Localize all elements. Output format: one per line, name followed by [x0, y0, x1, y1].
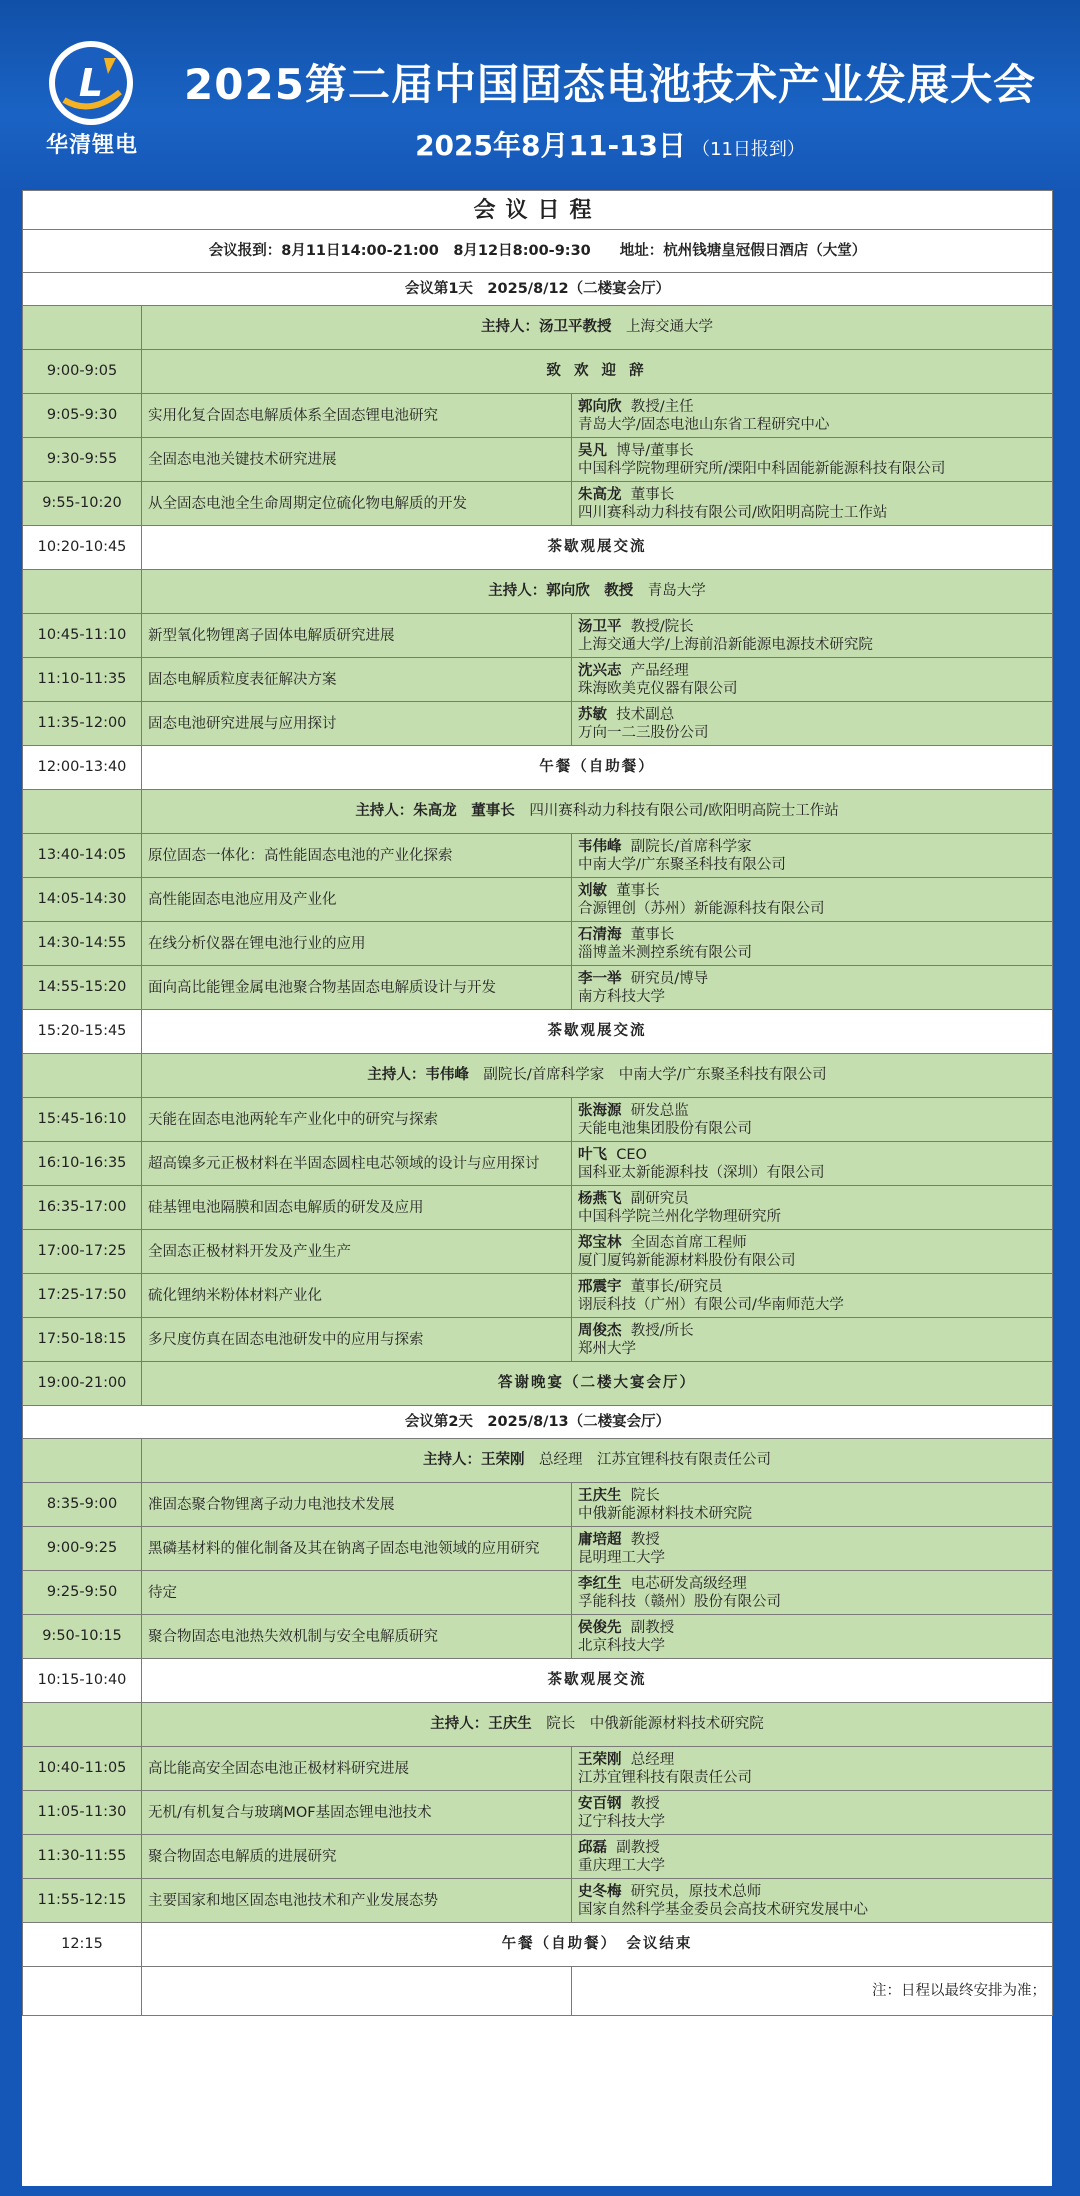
- speaker-name: 李红生: [578, 1575, 622, 1592]
- session-row: [23, 1230, 1053, 1274]
- host-org: 总经理 江苏宜锂科技有限责任公司: [539, 1452, 771, 1468]
- topic-cell: 待定: [142, 1571, 572, 1615]
- speaker-name: 庸培超: [578, 1531, 622, 1548]
- topic-cell: 聚合物固态电解质的进展研究: [142, 1835, 572, 1879]
- topic-cell: 固态电池研究进展与应用探讨: [142, 702, 572, 746]
- speaker-org: 江苏宜锂科技有限责任公司: [578, 1769, 752, 1786]
- speaker-cell: [572, 438, 1053, 482]
- speaker-org: 中俄新能源材料技术研究院: [578, 1505, 752, 1522]
- speaker-role: 教授/院长: [630, 618, 694, 635]
- speaker-name: 侯俊先: [578, 1619, 622, 1636]
- time-cell: 8:35-9:00: [23, 1483, 142, 1527]
- speaker-cell: [572, 702, 1053, 746]
- speaker-role: 董事长: [630, 926, 675, 943]
- agenda-title: 会议日程: [23, 191, 1053, 230]
- speaker-name: 叶飞: [578, 1146, 607, 1163]
- day1-label: 会议第1天 2025/8/12（二楼宴会厅）: [23, 273, 1053, 306]
- logo-text: 华清锂电: [45, 133, 138, 158]
- host-name: 主持人：王庆生: [430, 1716, 532, 1732]
- speaker-cell: [572, 1142, 1053, 1186]
- time-cell: 17:50-18:15: [23, 1318, 142, 1362]
- topic-cell: 聚合物固态电池热失效机制与安全电解质研究: [142, 1615, 572, 1659]
- speaker-role: 研究员，原技术总师: [630, 1883, 762, 1900]
- speaker-org: 中国科学院物理研究所/溧阳中科固能新能源科技有限公司: [578, 460, 946, 477]
- speaker-name: 郑宝林: [578, 1234, 622, 1251]
- topic-cell: 超高镍多元正极材料在半固态圆柱电芯领域的设计与应用探讨: [142, 1142, 572, 1186]
- topic-cell: 原位固态一体化：高性能固态电池的产业化探索: [142, 834, 572, 878]
- speaker-org: 孚能科技（赣州）股份有限公司: [578, 1593, 781, 1610]
- time-cell: 9:05-9:30: [23, 394, 142, 438]
- time-cell: 19:00-21:00: [23, 1362, 142, 1406]
- speaker-role: 教授/所长: [630, 1322, 694, 1339]
- speaker-cell: [572, 1615, 1053, 1659]
- time-cell: 9:55-10:20: [23, 482, 142, 526]
- time-cell: 16:10-16:35: [23, 1142, 142, 1186]
- time-cell: 9:00-9:25: [23, 1527, 142, 1571]
- time-cell: 14:55-15:20: [23, 966, 142, 1010]
- time-cell: 10:20-10:45: [23, 526, 142, 570]
- speaker-cell: [572, 878, 1053, 922]
- speaker-name: 郭向欣: [578, 398, 622, 415]
- time-cell: 13:40-14:05: [23, 834, 142, 878]
- svg-text:L: L: [78, 61, 104, 105]
- speaker-cell: [572, 614, 1053, 658]
- speaker-cell: [572, 1098, 1053, 1142]
- break-title: 茶歇观展交流: [142, 1659, 1053, 1703]
- agenda-table: [22, 190, 1053, 2016]
- session-row: [23, 966, 1053, 1010]
- topic-cell: 高性能固态电池应用及产业化: [142, 878, 572, 922]
- speaker-role: 副研究员: [630, 1190, 689, 1207]
- time-cell: 11:05-11:30: [23, 1791, 142, 1835]
- topic-cell: 在线分析仪器在锂电池行业的应用: [142, 922, 572, 966]
- speaker-name: 史冬梅: [578, 1883, 622, 1900]
- topic-cell: 新型氧化物锂离子固体电解质研究进展: [142, 614, 572, 658]
- speaker-cell: [572, 1527, 1053, 1571]
- time-cell: 10:15-10:40: [23, 1659, 142, 1703]
- topic-cell: 准固态聚合物锂离子动力电池技术发展: [142, 1483, 572, 1527]
- speaker-role: 教授/主任: [630, 398, 694, 415]
- time-cell: 11:10-11:35: [23, 658, 142, 702]
- speaker-name: 杨燕飞: [578, 1190, 622, 1207]
- speaker-org: 青岛大学/固态电池山东省工程研究中心: [578, 416, 830, 433]
- speaker-org: 万向一二三股份公司: [578, 724, 709, 741]
- topic-cell: 从全固态电池全生命周期定位硫化物电解质的开发: [142, 482, 572, 526]
- host-org: 上海交通大学: [626, 319, 713, 335]
- speaker-role: 副教授: [616, 1839, 660, 1856]
- speaker-role: 电芯研发高级经理: [630, 1575, 747, 1592]
- date-text: 2025年8月11-13日: [415, 129, 687, 162]
- session-row: [23, 614, 1053, 658]
- host-org: 四川赛科动力科技有限公司/欧阳明高院士工作站: [529, 803, 839, 819]
- session-row: [23, 1571, 1053, 1615]
- session-row: [23, 834, 1053, 878]
- host-row: [23, 570, 1053, 614]
- huaqing-logo-icon: [46, 38, 136, 128]
- session-row: [23, 394, 1053, 438]
- speaker-org: 天能电池集团股份有限公司: [578, 1120, 752, 1137]
- speaker-cell: [572, 1318, 1053, 1362]
- speaker-name: 邱磊: [578, 1839, 607, 1856]
- time-cell: 16:35-17:00: [23, 1186, 142, 1230]
- speaker-name: 沈兴志: [578, 662, 622, 679]
- time-cell: 15:45-16:10: [23, 1098, 142, 1142]
- host-row: [23, 1703, 1053, 1747]
- host-name: 主持人：朱高龙 董事长: [355, 803, 515, 819]
- speaker-org: 昆明理工大学: [578, 1549, 665, 1566]
- conference-title: 2025第二届中国固态电池技术产业发展大会: [184, 60, 1036, 109]
- time-cell: 17:00-17:25: [23, 1230, 142, 1274]
- topic-cell: 全固态电池关键技术研究进展: [142, 438, 572, 482]
- speaker-cell: [572, 1186, 1053, 1230]
- speaker-name: 苏敏: [578, 706, 607, 723]
- host-org: 院长 中俄新能源材料技术研究院: [546, 1716, 764, 1732]
- session-row: [23, 438, 1053, 482]
- topic-cell: 面向高比能锂金属电池聚合物基固态电解质设计与开发: [142, 966, 572, 1010]
- speaker-role: 全固态首席工程师: [630, 1234, 747, 1251]
- speaker-cell: [572, 966, 1053, 1010]
- time-cell: 11:35-12:00: [23, 702, 142, 746]
- time-cell: 10:40-11:05: [23, 1747, 142, 1791]
- speaker-cell: [572, 1483, 1053, 1527]
- speaker-org: 国家自然科学基金委员会高技术研究发展中心: [578, 1901, 868, 1918]
- date-note: （11日报到）: [692, 139, 805, 160]
- time-cell: 9:30-9:55: [23, 438, 142, 482]
- speaker-org: 淄博盖米测控系统有限公司: [578, 944, 752, 961]
- speaker-org: 珠海欧美克仪器有限公司: [578, 680, 738, 697]
- speaker-cell: [572, 394, 1053, 438]
- time-cell: 14:30-14:55: [23, 922, 142, 966]
- topic-cell: 硫化锂纳米粉体材料产业化: [142, 1274, 572, 1318]
- speaker-role: 研发总监: [630, 1102, 689, 1119]
- agenda-sheet: [22, 190, 1052, 2186]
- session-row: [23, 1483, 1053, 1527]
- time-cell: 15:20-15:45: [23, 1010, 142, 1054]
- session-row: [23, 1318, 1053, 1362]
- topic-cell: 高比能高安全固态电池正极材料研究进展: [142, 1747, 572, 1791]
- speaker-name: 汤卫平: [578, 618, 622, 635]
- day2-label: 会议第2天 2025/8/13（二楼宴会厅）: [23, 1406, 1053, 1439]
- host-org: 青岛大学: [647, 583, 706, 599]
- dinner-title: 答谢晚宴（二楼大宴会厅）: [142, 1362, 1053, 1406]
- time-cell: 9:50-10:15: [23, 1615, 142, 1659]
- speaker-name: 周俊杰: [578, 1322, 622, 1339]
- speaker-role: 董事长: [616, 882, 660, 899]
- topic-cell: 固态电解质粒度表征解决方案: [142, 658, 572, 702]
- closing-row: [23, 1923, 1053, 1967]
- host-name: 主持人：汤卫平教授: [481, 319, 612, 335]
- time-cell: 11:30-11:55: [23, 1835, 142, 1879]
- speaker-cell: [572, 1230, 1053, 1274]
- host-row: [23, 790, 1053, 834]
- speaker-role: 副教授: [630, 1619, 675, 1636]
- topic-cell: 黑磷基材料的催化制备及其在钠离子固态电池领域的应用研究: [142, 1527, 572, 1571]
- host-row: [23, 1054, 1053, 1098]
- session-row: [23, 878, 1053, 922]
- speaker-org: 厦门厦钨新能源材料股份有限公司: [578, 1252, 796, 1269]
- header-banner: [0, 0, 1080, 190]
- session-row: [23, 922, 1053, 966]
- session-row: [23, 1791, 1053, 1835]
- topic-cell: 硅基锂电池隔膜和固态电解质的研发及应用: [142, 1186, 572, 1230]
- closing-title: 午餐（自助餐） 会议结束: [142, 1923, 1053, 1967]
- speaker-role: 技术副总: [616, 706, 675, 723]
- speaker-cell: [572, 1791, 1053, 1835]
- speaker-name: 邢震宇: [578, 1278, 622, 1295]
- speaker-org: 南方科技大学: [578, 988, 665, 1005]
- speaker-org: 北京科技大学: [578, 1637, 665, 1654]
- speaker-name: 安百钢: [578, 1795, 622, 1812]
- session-row: [23, 658, 1053, 702]
- speaker-role: CEO: [616, 1146, 647, 1163]
- session-row: [23, 702, 1053, 746]
- time-cell: 11:55-12:15: [23, 1879, 142, 1923]
- speaker-cell: [572, 1571, 1053, 1615]
- speaker-role: 研究员/博导: [630, 970, 709, 987]
- session-row: [23, 1186, 1053, 1230]
- checkin-info: 会议报到：8月11日14:00-21:00 8月12日8:00-9:30 地址：杭州钱塘皇冠假日酒店（大堂）: [23, 230, 1053, 273]
- host-row: [23, 1439, 1053, 1483]
- dinner-row: [23, 1362, 1053, 1406]
- note-row: [23, 1967, 1053, 2016]
- speaker-cell: [572, 922, 1053, 966]
- speaker-role: 教授: [630, 1531, 660, 1548]
- speaker-cell: [572, 834, 1053, 878]
- speaker-org: 郑州大学: [578, 1340, 636, 1357]
- session-row: [23, 482, 1053, 526]
- speaker-role: 董事长/研究员: [630, 1278, 723, 1295]
- topic-cell: 全固态正极材料开发及产业生产: [142, 1230, 572, 1274]
- host-org: 副院长/首席科学家 中南大学/广东聚圣科技有限公司: [483, 1067, 827, 1083]
- speaker-cell: [572, 1747, 1053, 1791]
- speaker-cell: [572, 1274, 1053, 1318]
- speaker-org: 国科亚太新能源科技（深圳）有限公司: [578, 1164, 825, 1181]
- speaker-name: 韦伟峰: [578, 838, 622, 855]
- break-row: [23, 526, 1053, 570]
- break-title: 茶歇观展交流: [142, 1010, 1053, 1054]
- speaker-org: 上海交通大学/上海前沿新能源电源技术研究院: [578, 636, 873, 653]
- speaker-role: 董事长: [630, 486, 675, 503]
- speaker-name: 石清海: [578, 926, 622, 943]
- welcome-row: [23, 350, 1053, 394]
- session-row: [23, 1527, 1053, 1571]
- speaker-org: 中国科学院兰州化学物理研究所: [578, 1208, 781, 1225]
- speaker-cell: [572, 658, 1053, 702]
- speaker-cell: [572, 1879, 1053, 1923]
- speaker-role: 总经理: [630, 1751, 675, 1768]
- lunch-title: 午餐（自助餐）: [142, 746, 1053, 790]
- speaker-role: 副院长/首席科学家: [630, 838, 752, 855]
- session-row: [23, 1098, 1053, 1142]
- speaker-role: 教授: [630, 1795, 660, 1812]
- topic-cell: 多尺度仿真在固态电池研发中的应用与探索: [142, 1318, 572, 1362]
- speaker-role: 博导/董事长: [616, 442, 694, 459]
- break-row: [23, 1010, 1053, 1054]
- lunch-row: [23, 746, 1053, 790]
- break-title: 茶歇观展交流: [142, 526, 1053, 570]
- time-cell: 12:15: [23, 1923, 142, 1967]
- speaker-org: 四川赛科动力科技有限公司/欧阳明高院士工作站: [578, 504, 888, 521]
- time-cell: 14:05-14:30: [23, 878, 142, 922]
- session-row: [23, 1835, 1053, 1879]
- topic-cell: 主要国家和地区固态电池技术和产业发展态势: [142, 1879, 572, 1923]
- host-name: 主持人：郭向欣 教授: [488, 583, 634, 599]
- host-name: 主持人：韦伟峰: [367, 1067, 469, 1083]
- speaker-org: 重庆理工大学: [578, 1857, 665, 1874]
- speaker-name: 王荣刚: [578, 1751, 622, 1768]
- speaker-role: 院长: [630, 1487, 660, 1504]
- topic-cell: 天能在固态电池两轮车产业化中的研究与探索: [142, 1098, 572, 1142]
- break-row: [23, 1659, 1053, 1703]
- speaker-name: 王庆生: [578, 1487, 622, 1504]
- session-row: [23, 1615, 1053, 1659]
- speaker-cell: [572, 482, 1053, 526]
- speaker-org: 辽宁科技大学: [578, 1813, 665, 1830]
- topic-cell: 实用化复合固态电解质体系全固态锂电池研究: [142, 394, 572, 438]
- speaker-org: 诩辰科技（广州）有限公司/华南师范大学: [578, 1296, 844, 1313]
- speaker-name: 张海源: [578, 1102, 622, 1119]
- time-cell: 12:00-13:40: [23, 746, 142, 790]
- speaker-name: 朱高龙: [578, 486, 622, 503]
- speaker-name: 吴凡: [578, 442, 607, 459]
- speaker-org: 中南大学/广东聚圣科技有限公司: [578, 856, 786, 873]
- host-name: 主持人：王荣刚: [423, 1452, 525, 1468]
- time-cell: 9:25-9:50: [23, 1571, 142, 1615]
- session-row: [23, 1747, 1053, 1791]
- welcome-title: 致 欢 迎 辞: [142, 350, 1053, 394]
- session-row: [23, 1879, 1053, 1923]
- speaker-name: 刘敏: [578, 882, 607, 899]
- time-cell: 10:45-11:10: [23, 614, 142, 658]
- schedule-note: 注：日程以最终安排为准；: [572, 1967, 1053, 2016]
- time-cell: 17:25-17:50: [23, 1274, 142, 1318]
- host-row: [23, 306, 1053, 350]
- speaker-org: 合源锂创（苏州）新能源科技有限公司: [578, 900, 825, 917]
- speaker-name: 李一举: [578, 970, 622, 987]
- session-row: [23, 1142, 1053, 1186]
- speaker-cell: [572, 1835, 1053, 1879]
- speaker-role: 产品经理: [630, 662, 689, 679]
- session-row: [23, 1274, 1053, 1318]
- topic-cell: 无机/有机复合与玻璃MOF基固态锂电池技术: [142, 1791, 572, 1835]
- time-cell: 9:00-9:05: [23, 350, 142, 394]
- conference-date: [160, 124, 1060, 164]
